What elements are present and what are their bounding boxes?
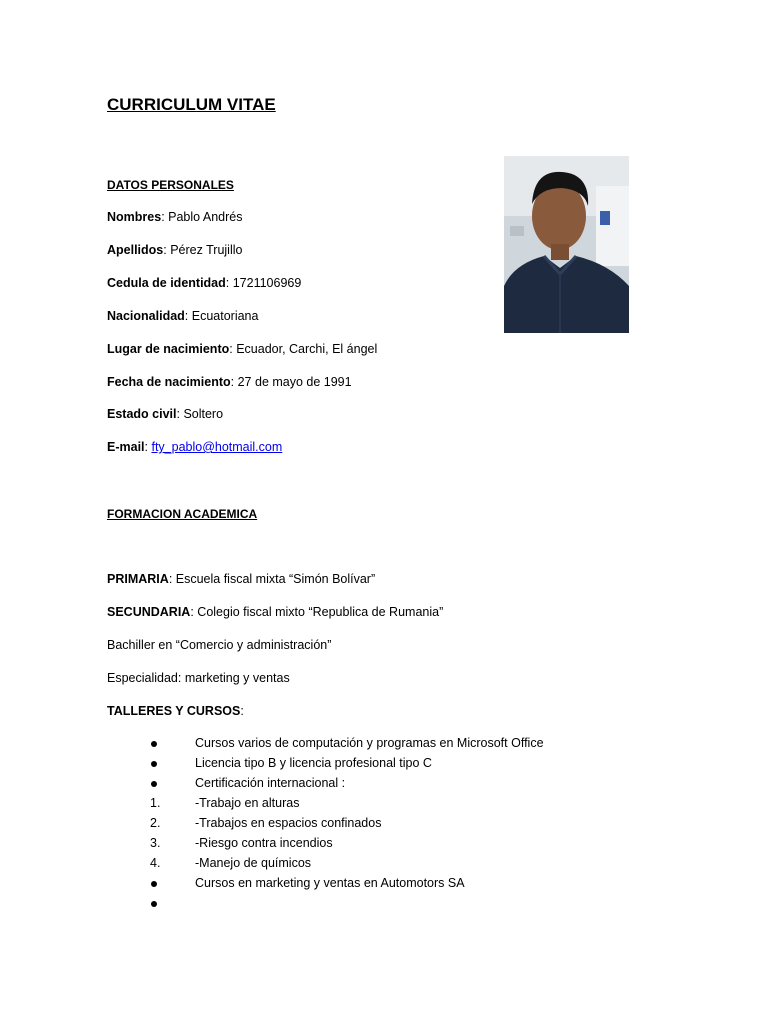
field-separator: : <box>184 309 192 323</box>
field-label: TALLERES Y CURSOS <box>107 704 241 718</box>
field-value: Soltero <box>183 407 224 421</box>
field-cedula <box>107 275 301 291</box>
list-number: 2. <box>150 816 161 830</box>
field-label: Cedula de identidad <box>107 276 226 290</box>
bullet-icon <box>151 741 157 747</box>
list-number: 4. <box>150 856 161 870</box>
field-label: SECUNDARIA <box>107 605 191 619</box>
field-label: Apellidos <box>107 243 164 257</box>
field-separator: : <box>161 210 169 224</box>
field-email <box>107 439 282 455</box>
field-value: 27 de mayo de 1991 <box>237 375 352 389</box>
list-number: 3. <box>150 836 161 850</box>
field-value: Colegio fiscal mixto “Republica de Rumania” <box>197 605 444 619</box>
list-item <box>0 794 768 812</box>
field-nombres <box>107 209 243 225</box>
field-value: Ecuatoriana <box>191 309 259 323</box>
field-separator: : <box>163 243 171 257</box>
field-separator: : <box>190 605 198 619</box>
field-label: PRIMARIA <box>107 572 169 586</box>
person-portrait-icon <box>504 156 629 333</box>
field-fecha-nacimiento <box>107 374 352 390</box>
bullet-icon <box>151 881 157 887</box>
field-label: Nombres <box>107 210 162 224</box>
document-title: CURRICULUM VITAE <box>107 95 276 114</box>
list-item <box>0 854 768 872</box>
list-item-text: -Trabajos en espacios confinados <box>195 816 382 830</box>
field-value: Ecuador, Carchi, El ángel <box>236 342 378 356</box>
field-separator: : <box>230 375 238 389</box>
profile-photo <box>504 156 629 333</box>
field-label: Estado civil <box>107 407 177 421</box>
field-separator: : <box>168 572 176 586</box>
list-item-text: Certificación internacional : <box>195 776 346 790</box>
education-heading: FORMACION ACADEMICA <box>107 507 258 521</box>
field-separator: : <box>144 440 152 454</box>
list-item <box>0 894 768 912</box>
field-separator: : <box>176 407 184 421</box>
list-item <box>0 814 768 832</box>
field-separator: : <box>225 276 233 290</box>
especialidad-text: Especialidad: marketing y ventas <box>107 671 290 685</box>
field-value: Escuela fiscal mixta “Simón Bolívar” <box>175 572 376 586</box>
talleres-heading <box>107 703 244 719</box>
field-value: 1721106969 <box>232 276 302 290</box>
field-value: Pablo Andrés <box>168 210 243 224</box>
list-number: 1. <box>150 796 161 810</box>
list-item <box>0 834 768 852</box>
field-lugar-nacimiento <box>107 341 377 357</box>
bullet-icon <box>151 761 157 767</box>
list-item-text: -Manejo de químicos <box>195 856 312 870</box>
field-label: Nacionalidad <box>107 309 185 323</box>
field-separator: : <box>240 704 244 718</box>
personal-data-heading: DATOS PERSONALES <box>107 178 234 192</box>
list-item <box>0 754 768 772</box>
bullet-icon <box>151 781 157 787</box>
email-link[interactable]: fty_pablo@hotmail.com <box>151 440 283 454</box>
field-apellidos <box>107 242 242 258</box>
list-item <box>0 774 768 792</box>
field-value: Pérez Trujillo <box>170 243 243 257</box>
field-label: Fecha de nacimiento <box>107 375 231 389</box>
field-label: E-mail <box>107 440 145 454</box>
list-item-text: -Riesgo contra incendios <box>195 836 333 850</box>
list-item <box>0 874 768 892</box>
bullet-icon <box>151 901 157 907</box>
list-item-text: -Trabajo en alturas <box>195 796 300 810</box>
list-item-text: Licencia tipo B y licencia profesional tipo C <box>195 756 432 770</box>
list-item-text: Cursos en marketing y ventas en Automotors SA <box>195 876 465 890</box>
field-label: Lugar de nacimiento <box>107 342 230 356</box>
bachiller-text: Bachiller en “Comercio y administración” <box>107 638 332 652</box>
field-estado-civil <box>107 406 223 422</box>
field-secundaria <box>107 604 443 620</box>
field-nacionalidad <box>107 308 258 324</box>
list-item <box>0 734 768 752</box>
field-separator: : <box>229 342 237 356</box>
list-item-text: Cursos varios de computación y programas en Microsoft Office <box>195 736 544 750</box>
field-primaria <box>107 571 375 587</box>
